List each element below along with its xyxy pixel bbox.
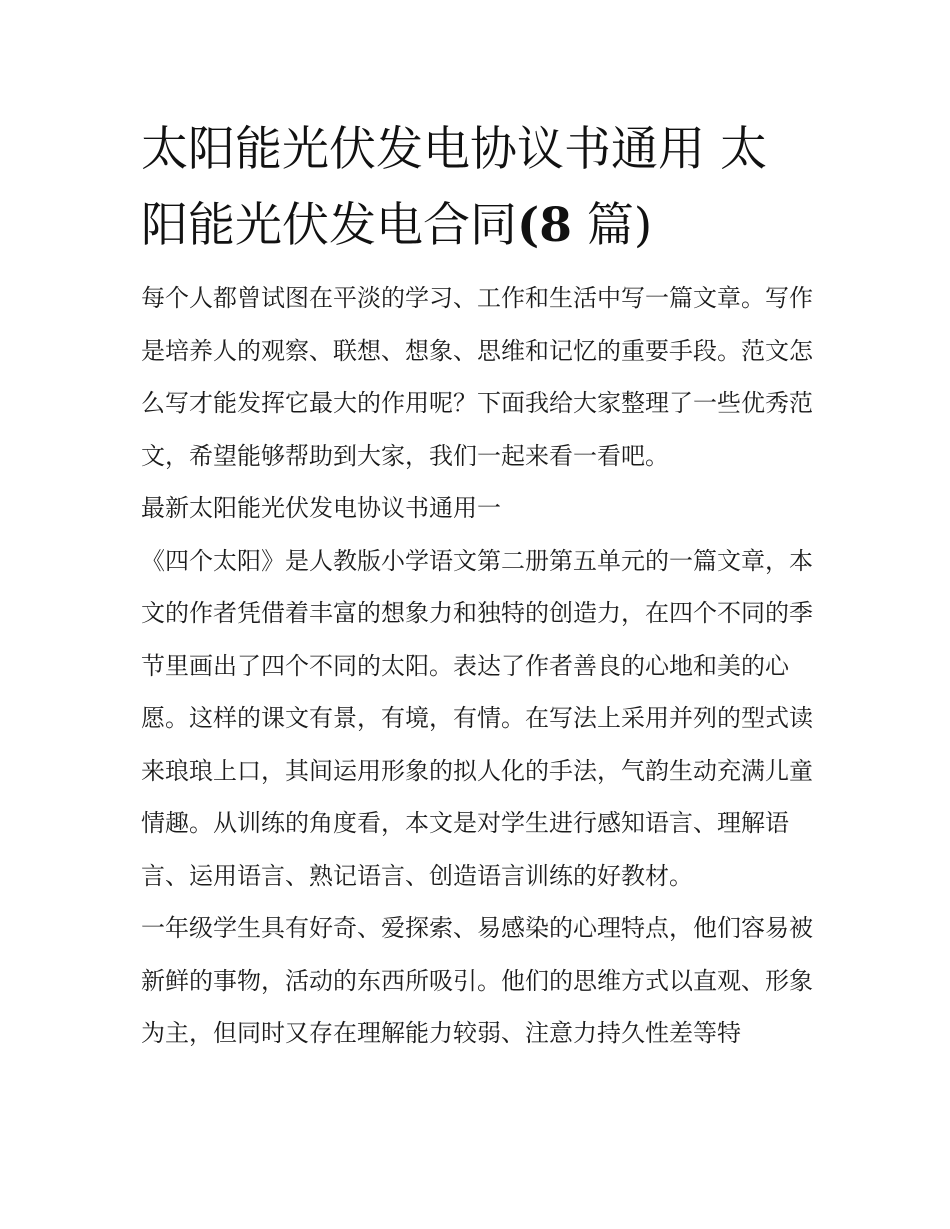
document-title-text: 太阳能光伏发电协议书通用 太阳能光伏发电合同 — [141, 122, 767, 253]
body-paragraph: 一年级学生具有好奇、爱探索、易感染的心理特点，他们容易被新鲜的事物，活动的东西所吸引。他们的思维方式以直观、形象为主，但同时又存在理解能力较弱、注意力持久性差等特 — [141, 914, 813, 1047]
document-body — [141, 272, 813, 1060]
document-content — [141, 112, 813, 1060]
intro-paragraph: 每个人都曾试图在平淡的学习、工作和生活中写一篇文章。写作是培养人的观察、联想、想象、思维和记忆的重要手段。范文怎么写才能发挥它最大的作用呢？下面我给大家整理了一些优秀范文，希望能够帮助到大家，我们一起来看一看吧。 — [141, 284, 813, 470]
document-title — [141, 112, 813, 264]
document-title-suffix: 篇) — [571, 198, 653, 253]
body-paragraph: 《四个太阳》是人教版小学语文第二册第五单元的一篇文章，本文的作者凭借着丰富的想象力和独特的创造力，在四个不同的季节里画出了四个不同的太阳。表达了作者善良的心地和美的心愿。这样的课文有景，有境，有情。在写法上采用并列的型式读来琅琅上口，其间运用形象的拟人化的手法，气韵生动充满儿童情趣。从训练的角度看，本文是对学生进行感知语言、理解语言、运用语言、熟记语言、创造语言训练的好教材。 — [141, 546, 813, 890]
section-heading: 最新太阳能光伏发电协议书通用一 — [141, 494, 501, 522]
document-title-count: (8 — [517, 198, 572, 253]
